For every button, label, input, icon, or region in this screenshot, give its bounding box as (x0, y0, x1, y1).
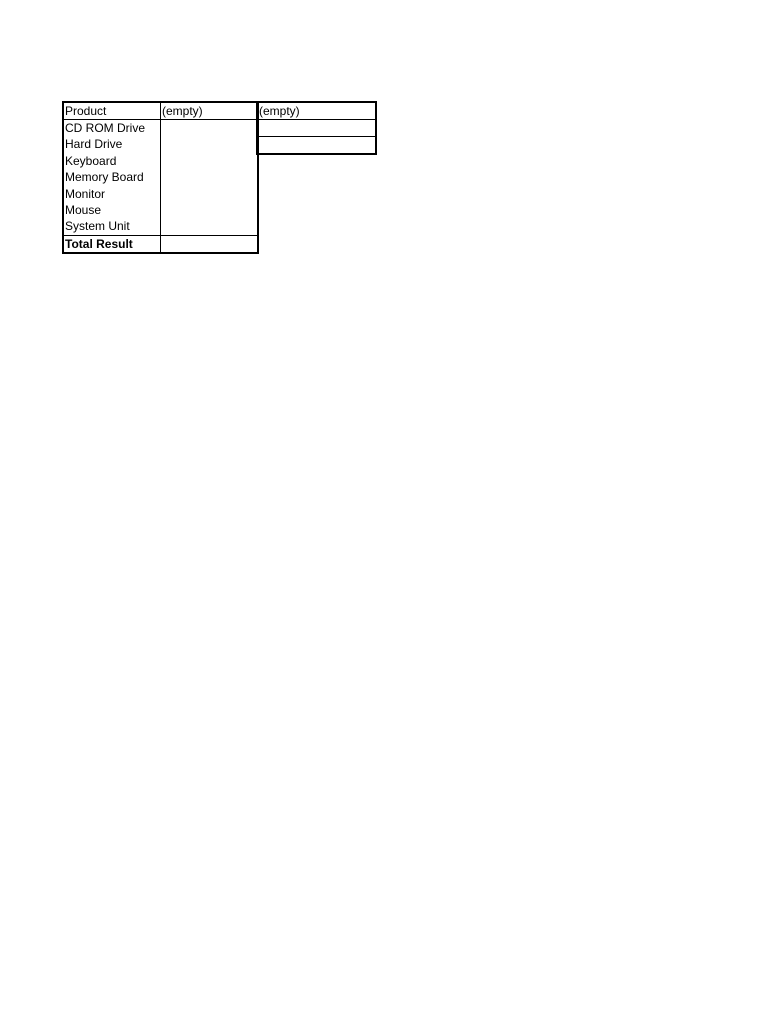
total-result-value[interactable] (161, 236, 257, 252)
row-label-cd-rom-drive[interactable]: CD ROM Drive (65, 121, 145, 135)
row-label-mouse[interactable]: Mouse (65, 202, 102, 217)
row-label-monitor[interactable]: Monitor (65, 186, 106, 201)
side-column-header[interactable]: (empty) (257, 103, 375, 120)
row-label-system-unit[interactable]: System Unit (65, 219, 130, 234)
pivot-table (62, 101, 259, 254)
total-result-label[interactable]: Total Result (64, 236, 161, 252)
row-label-hard-drive[interactable]: Hard Drive (65, 137, 123, 152)
data-values-column[interactable] (161, 120, 257, 235)
side-column-cell[interactable] (257, 120, 375, 137)
side-column-block (256, 101, 377, 155)
pivot-header-row (64, 103, 257, 120)
row-label-keyboard[interactable]: Keyboard (65, 153, 117, 168)
side-column-cell[interactable] (257, 137, 375, 153)
total-row (64, 235, 257, 252)
row-labels-column (64, 120, 161, 235)
row-field-header[interactable]: Product (64, 103, 161, 119)
row-label-memory-board[interactable]: Memory Board (65, 170, 144, 185)
pivot-body (64, 120, 257, 235)
data-column-header[interactable]: (empty) (162, 104, 203, 118)
